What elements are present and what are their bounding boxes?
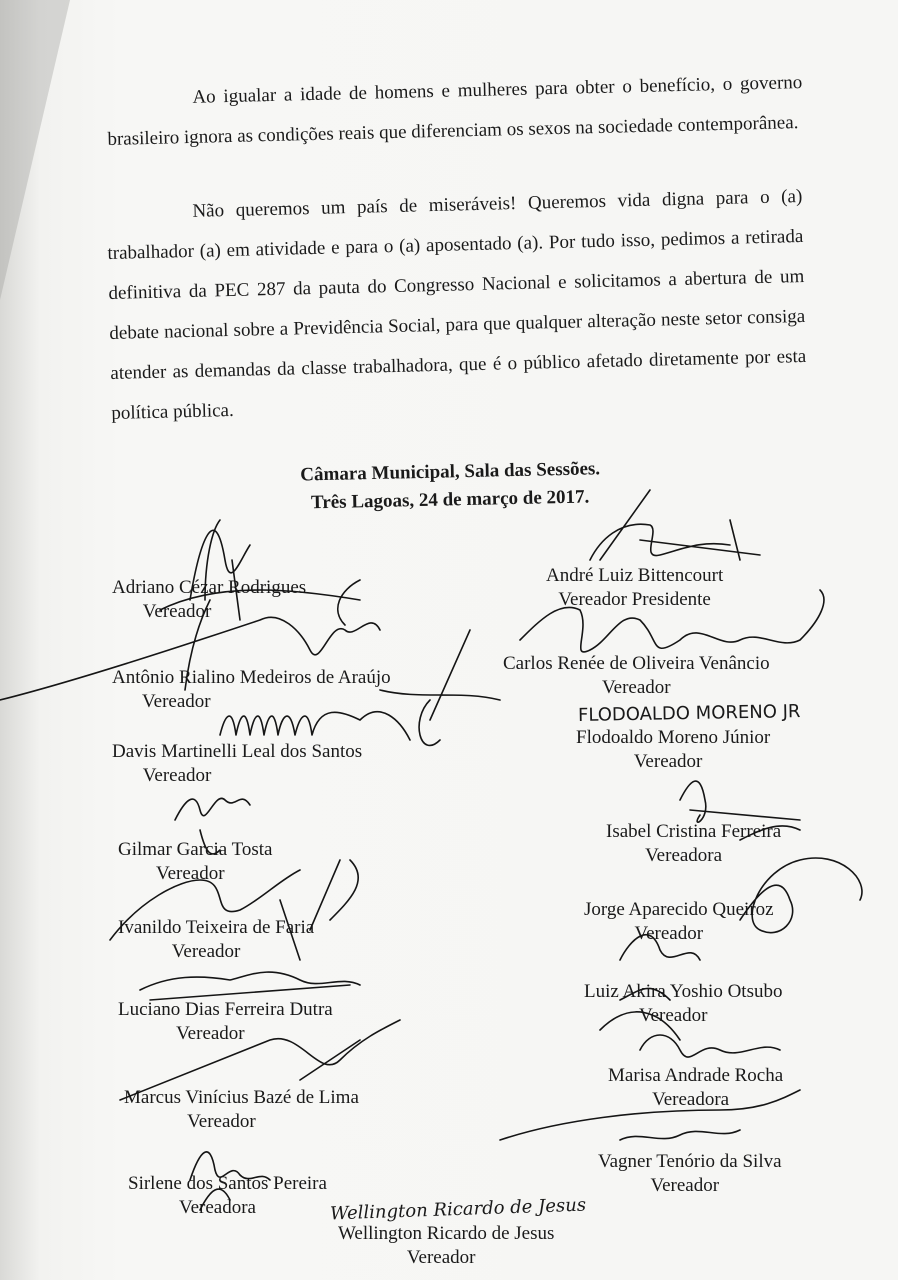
signatory-carlos: Carlos Renée de Oliveira Venâncio Vereador [503,653,770,698]
signatory-jorge: Jorge Aparecido Queiroz Vereador [584,899,774,944]
signatory-luciano: Luciano Dias Ferreira Dutra Vereador [118,999,333,1044]
signatory-marcus: Marcus Vinícius Bazé de Lima Vereador [124,1087,359,1132]
signatory-sirlene: Sirlene dos Santos Pereira Vereadora [128,1173,327,1218]
signatory-adriano [112,576,306,624]
session-date: Três Lagoas, 24 de março de 2017. [310,486,590,514]
signatory-ivanildo: Ivanildo Teixeira de Faria Vereador [118,917,315,962]
paragraph-2: Não queremos um país de miseráveis! Queremos vida digna para o (a) trabalhador (a) em atividade e para o (a) aposentado (a). Por tudo isso, pedimos a retirada definitiva da PEC 287 da pauta do Congresso Nacional e solicitamos a abertura de um debate nacional sobre a Previdência Social, para que qualquer alteração neste setor consiga atender as demandas da classe trabalhadora, que é o público afetado diretamente por esta política pública. [107,185,807,424]
signatory-isabel: Isabel Cristina Ferreira Vereadora [606,821,782,866]
signatory-gilmar: Gilmar Garcia Tosta Vereador [118,839,273,884]
paragraph-1: Ao igualar a idade de homens e mulheres para obter o benefício, o governo brasileiro ignora as condições reais que diferenciam os sexos na sociedade contemporânea. [107,71,803,150]
signatory-davis: Davis Martinelli Leal dos Santos Vereador [112,741,363,786]
signatory-role: Vereador [142,601,212,622]
scan-shadow [0,0,70,300]
handwritten-flodoaldo: FLODOALDO MORENO JR [577,701,801,726]
signatory-luiz: Luiz Akira Yoshio Otsubo Vereador [584,981,783,1026]
signatory-vagner: Vagner Tenório da Silva Vereador [598,1151,782,1196]
signatory-andre: André Luiz Bittencourt Vereador Presidente [546,565,724,610]
signatory-wellington: Wellington Ricardo de Jesus Vereador [338,1223,555,1268]
signatory-name: Adriano Cézar Rodrigues [112,577,307,598]
signatory-flodoaldo: Flodoaldo Moreno Júnior Vereador [576,727,771,772]
signatory-antonio: Antônio Rialino Medeiros de Araújo Vereador [112,667,391,712]
handwritten-wellington: Wellington Ricardo de Jesus [329,1194,587,1225]
session-place: Câmara Municipal, Sala das Sessões. [300,458,601,486]
signatory-marisa: Marisa Andrade Rocha Vereadora [608,1065,784,1110]
